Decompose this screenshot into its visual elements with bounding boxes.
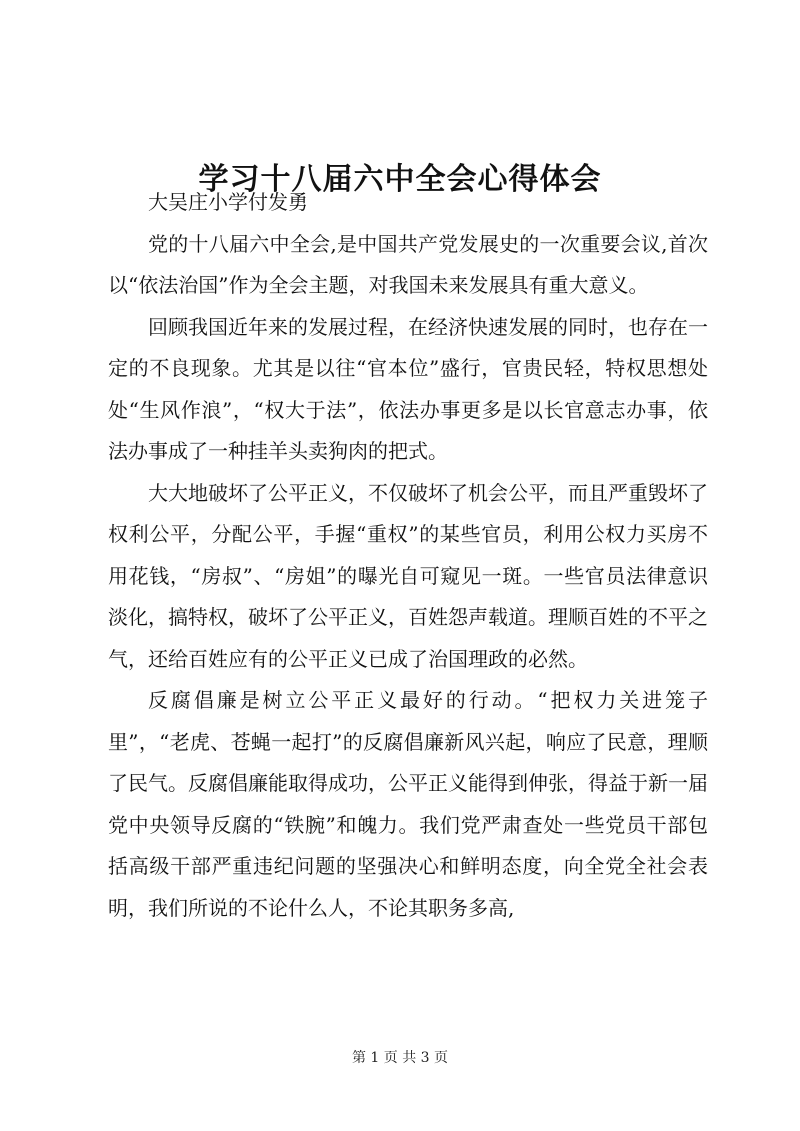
page-footer: 第 1 页 共 3 页 xyxy=(351,1050,449,1066)
page-title: 学习十八届六中全会心得体会 xyxy=(198,162,602,198)
paragraph: 回顾我国近年来的发展过程，在经济快速发展的同时，也存在一定的不良现象。尤其是以往“官本位”盛行，官贵民轻，特权思想处处“生风作浪”，“权大于法”，依法办事更多是以长官意志办事，依法办事成了一种挂羊头卖狗肉的把式。 xyxy=(108,314,708,463)
paragraph: 党的十八届六中全会,是中国共产党发展史的一次重要会议,首次以“依法治国”作为全会主题，对我国未来发展具有重大意义。 xyxy=(108,231,708,297)
paragraph: 反腐倡廉是树立公平正义最好的行动。“把权力关进笼子里”，“老虎、苍蝇一起打”的反腐倡廉新风兴起，响应了民意，理顺了民气。反腐倡廉能取得成功，公平正义能得到伸张，得益于新一届党中央领导反腐的“铁腕”和魄力。我们党严肃查处一些党员干部包括高级干部严重违纪问题的坚强决心和鲜明态度，向全党全社会表明，我们所说的不论什么人，不论其职务多高, xyxy=(108,688,708,920)
author-line: 大吴庄小学付发勇 xyxy=(148,190,308,214)
paragraph: 大大地破坏了公平正义，不仅破坏了机会公平，而且严重毁坏了权利公平，分配公平，手握“重权”的某些官员，利用公权力买房不用花钱，“房叔”、“房姐”的曝光自可窥见一斑。一些官员法律意识淡化，搞特权，破坏了公平正义，百姓怨声载道。理顺百姓的不平之气，还给百姓应有的公平正义已成了治国理政的必然。 xyxy=(108,480,708,671)
document-body xyxy=(108,182,708,929)
